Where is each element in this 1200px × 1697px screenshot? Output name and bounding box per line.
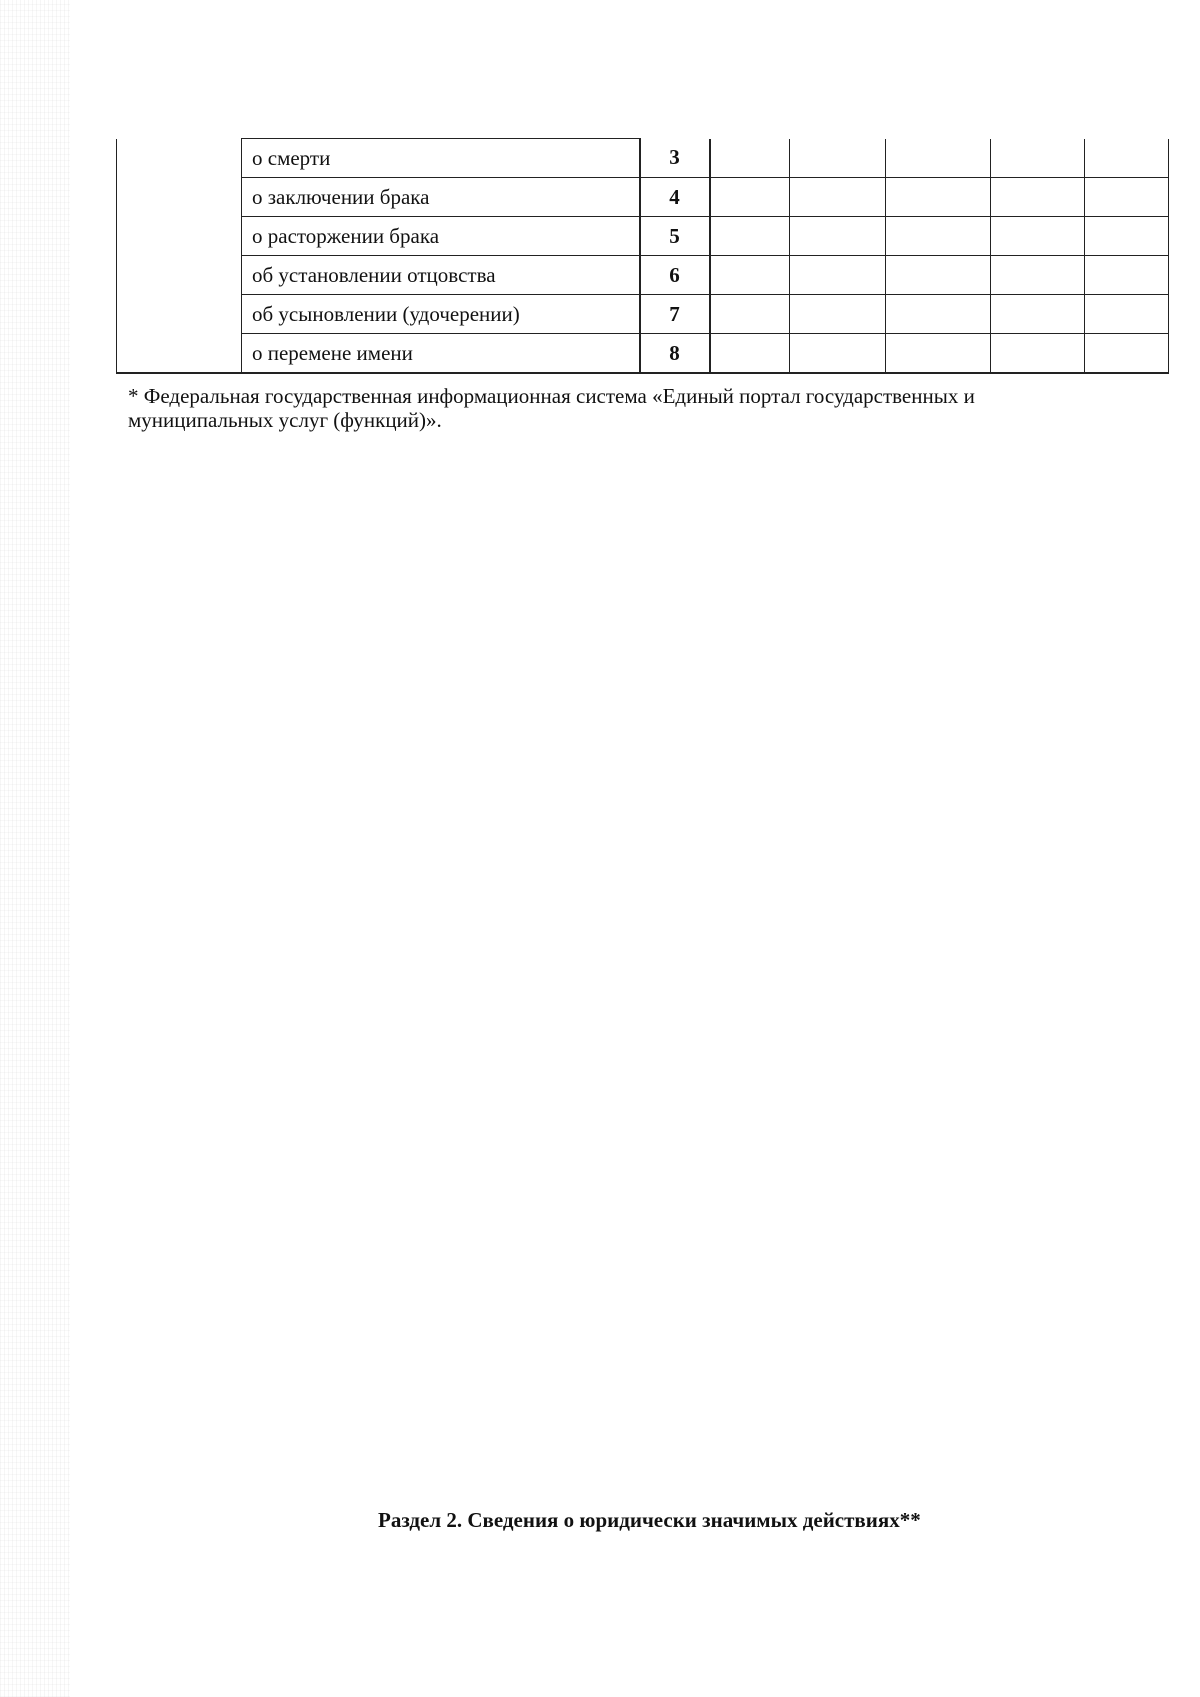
section-title: Раздел 2. Сведения о юридически значимых действиях**	[378, 1508, 921, 1532]
empty-cell	[790, 295, 886, 334]
empty-cell	[1085, 295, 1169, 334]
empty-cell	[710, 334, 790, 374]
row-number: 3	[640, 139, 710, 178]
empty-cell	[710, 178, 790, 217]
footnote-line-2: муниципальных услуг (функций)».	[128, 408, 442, 432]
row-number: 4	[640, 178, 710, 217]
empty-cell	[790, 139, 886, 178]
empty-cell	[886, 217, 991, 256]
empty-cell	[790, 217, 886, 256]
row-label: о заключении брака	[242, 178, 640, 217]
empty-cell	[710, 217, 790, 256]
row-number: 7	[640, 295, 710, 334]
registration-table	[116, 138, 1169, 374]
merged-category-cell	[117, 139, 242, 374]
empty-cell	[790, 334, 886, 374]
row-label: об усыновлении (удочерении)	[242, 295, 640, 334]
empty-cell	[790, 178, 886, 217]
row-label: об установлении отцовства	[242, 256, 640, 295]
empty-cell	[991, 334, 1085, 374]
empty-cell	[1085, 334, 1169, 374]
table-row	[117, 256, 1169, 295]
empty-cell	[1085, 256, 1169, 295]
row-label: о перемене имени	[242, 334, 640, 374]
table-row	[117, 334, 1169, 374]
row-number: 6	[640, 256, 710, 295]
empty-cell	[886, 139, 991, 178]
row-number: 5	[640, 217, 710, 256]
row-label: о смерти	[242, 139, 640, 178]
empty-cell	[886, 334, 991, 374]
footnote	[128, 384, 1128, 432]
empty-cell	[1085, 139, 1169, 178]
table-row	[117, 217, 1169, 256]
row-number: 8	[640, 334, 710, 374]
empty-cell	[790, 256, 886, 295]
empty-cell	[886, 178, 991, 217]
table-row	[117, 178, 1169, 217]
empty-cell	[991, 295, 1085, 334]
scan-edge-noise	[0, 0, 70, 1697]
empty-cell	[886, 295, 991, 334]
empty-cell	[710, 139, 790, 178]
empty-cell	[710, 295, 790, 334]
empty-cell	[1085, 178, 1169, 217]
empty-cell	[991, 139, 1085, 178]
footnote-line-1: * Федеральная государственная информационная система «Единый портал государственных и	[128, 384, 975, 408]
empty-cell	[710, 256, 790, 295]
empty-cell	[1085, 217, 1169, 256]
table-row	[117, 295, 1169, 334]
table-row	[117, 139, 1169, 178]
empty-cell	[886, 256, 991, 295]
row-label: о расторжении брака	[242, 217, 640, 256]
empty-cell	[991, 256, 1085, 295]
empty-cell	[991, 178, 1085, 217]
empty-cell	[991, 217, 1085, 256]
